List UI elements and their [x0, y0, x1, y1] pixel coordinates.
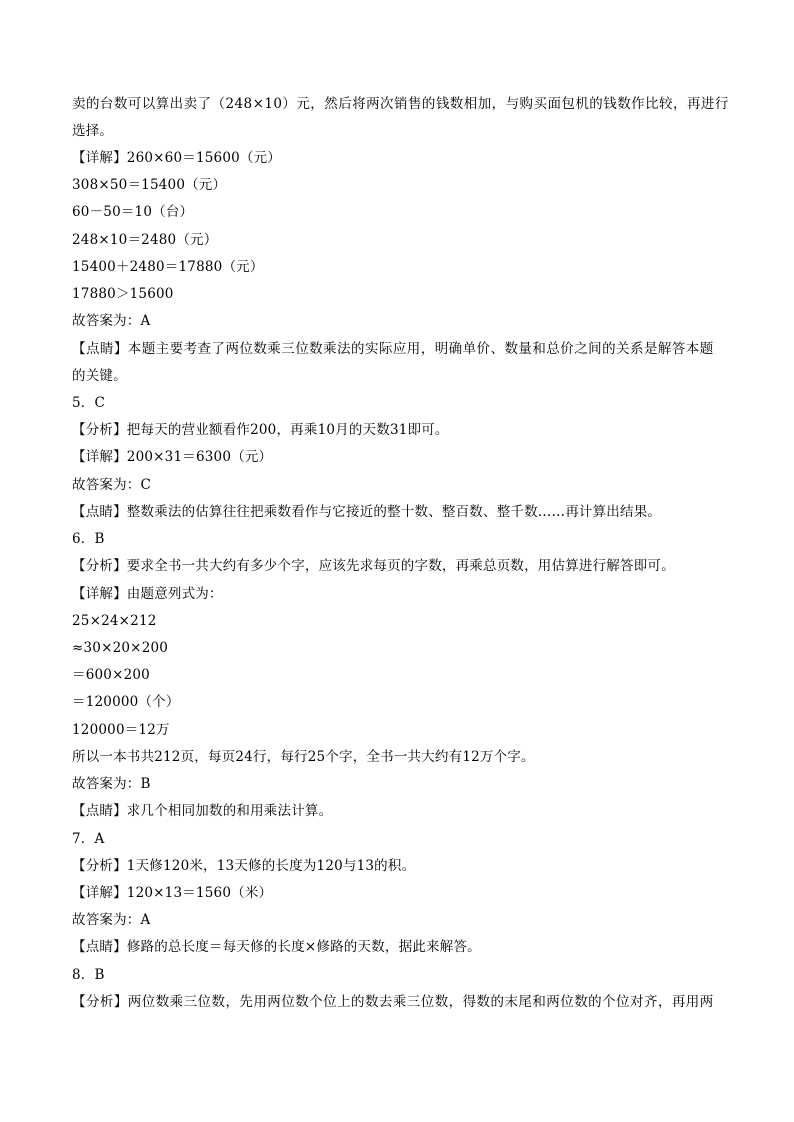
text-line: 故答案为：B	[72, 776, 151, 792]
text-line: 【详解】由题意列式为：	[72, 586, 223, 602]
text-line: 的关键。	[72, 368, 127, 384]
text-line: 故答案为：C	[72, 477, 152, 493]
text-line: 【详解】120×13＝1560（米）	[72, 885, 273, 901]
text-line: 【分析】把每天的营业额看作200，再乘10月的天数31即可。	[72, 422, 449, 438]
text-line: 【分析】要求全书一共大约有多少个字，应该先求每页的字数，再乘总页数，用估算进行解答即可。	[72, 558, 675, 574]
text-line: 【详解】260×60＝15600（元）	[72, 150, 282, 166]
text-line: 25×24×212	[72, 613, 157, 629]
text-line: 308×50＝15400（元）	[72, 177, 227, 193]
text-line: 【分析】1天修120米，13天修的长度为120与13的积。	[72, 858, 416, 874]
text-line: 17880＞15600	[72, 286, 174, 302]
question-number: 7．A	[72, 831, 105, 847]
text-line: 【点睛】求几个相同加数的和用乘法计算。	[72, 803, 333, 819]
text-line: 15400＋2480＝17880（元）	[72, 259, 264, 275]
text-line: 故答案为：A	[72, 313, 151, 329]
question-number: 6．B	[72, 531, 105, 547]
question-number: 5．C	[72, 395, 106, 411]
text-line: 60－50＝10（台）	[72, 204, 194, 220]
text-line: ＝600×200	[72, 667, 150, 683]
text-line: 【点睛】本题主要考查了两位数乘三位数乘法的实际应用，明确单价、数量和总价之间的关系是解答本题	[72, 341, 714, 357]
text-line: 所以一本书共212页，每页24行，每行25个字，全书一共大约有12万个字。	[72, 749, 535, 765]
text-line: 【分析】两位数乘三位数，先用两位数个位上的数去乘三位数，得数的末尾和两位数的个位对齐，再用两	[72, 994, 714, 1010]
text-line: 【详解】200×31＝6300（元）	[72, 449, 273, 465]
text-line: ≈30×20×200	[72, 640, 169, 656]
text-line: 选择。	[72, 123, 114, 139]
text-line: 120000＝12万	[72, 722, 170, 738]
text-line: 故答案为：A	[72, 912, 151, 928]
text-line: 【点睛】修路的总长度＝每天修的长度×修路的天数，据此来解答。	[72, 939, 481, 955]
text-line: ＝120000（个）	[72, 694, 180, 710]
text-line: 【点睛】整数乘法的估算往往把乘数看作与它接近的整十数、整百数、整千数……再计算出结果。	[72, 504, 662, 520]
text-line: 卖的台数可以算出卖了（248×10）元，然后将两次销售的钱数相加，与购买面包机的钱数作比较，再进行	[72, 96, 729, 112]
question-number: 8．B	[72, 967, 105, 983]
text-line: 248×10＝2480（元）	[72, 232, 218, 248]
